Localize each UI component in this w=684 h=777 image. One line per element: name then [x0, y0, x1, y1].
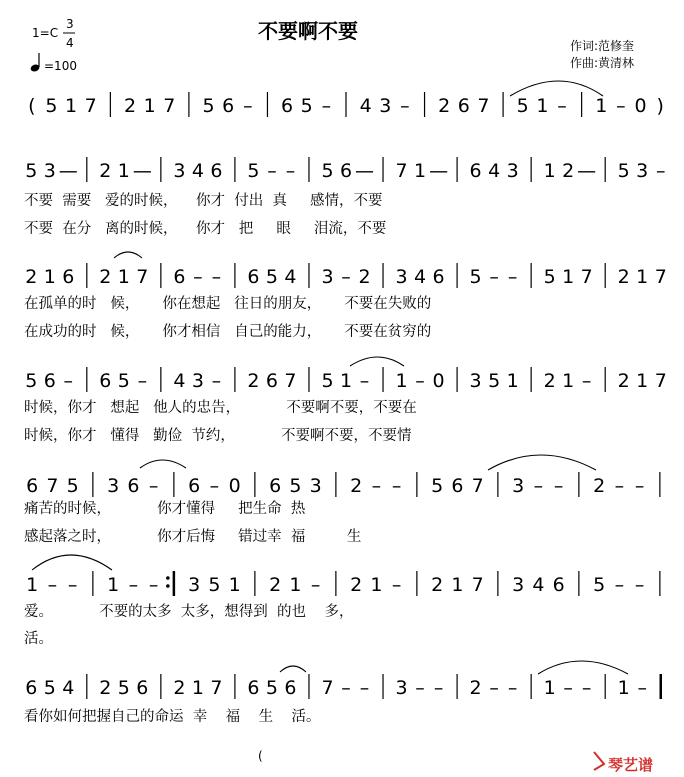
note: 1: [595, 95, 608, 117]
note-symbol: –: [148, 475, 159, 497]
note: 2: [350, 475, 363, 497]
note: 5: [117, 370, 130, 392]
note: 1: [414, 160, 427, 182]
note: 2: [562, 160, 575, 182]
tie-mark: [510, 81, 603, 96]
note: 4: [191, 160, 204, 182]
lyric-line-6b: 活。: [24, 631, 53, 647]
note-symbol: –: [341, 266, 351, 288]
note-symbol: –: [391, 475, 402, 497]
note: 1: [339, 370, 353, 392]
note: 1: [228, 574, 241, 596]
note-symbol: –: [137, 370, 148, 392]
note: 5: [300, 95, 313, 117]
music-line-2: [25, 157, 665, 182]
note: 6: [269, 475, 282, 497]
note-symbol: –: [415, 677, 425, 699]
note: 5: [431, 475, 444, 497]
note: 2: [469, 677, 482, 699]
note: 3: [188, 574, 201, 596]
note: 1: [506, 370, 519, 392]
note: 5: [516, 95, 529, 117]
note: 1: [617, 677, 630, 699]
note-symbol: –: [637, 677, 647, 699]
note: 1: [107, 574, 120, 596]
note: 6: [127, 475, 140, 497]
note: 7: [580, 266, 593, 288]
note: 3: [379, 95, 392, 117]
note: 7: [321, 677, 334, 699]
note-symbol: –: [47, 574, 58, 596]
note: 5: [617, 160, 630, 182]
note: 1: [191, 677, 204, 699]
note: 2: [350, 574, 363, 596]
note-symbol: –: [67, 574, 78, 596]
note: 6: [339, 160, 353, 182]
note: 2: [617, 370, 630, 392]
lyric-line-5b: 感起落之时， 你才后悔 错过幸 福 生: [24, 529, 362, 545]
note: 1: [117, 160, 130, 182]
lyric-line-4a: 时候，你才 想起 他人的忠告， 不要啊不要，不要在: [24, 400, 417, 416]
note-symbol: –: [507, 677, 518, 699]
note: 6: [26, 475, 39, 497]
note: 2: [431, 574, 444, 596]
note-symbol: –: [415, 370, 425, 392]
note: 6: [99, 370, 112, 392]
note-symbol: –: [359, 370, 370, 392]
note-symbol: –: [211, 266, 222, 288]
note-symbol: (: [28, 95, 36, 117]
note-symbol: –: [148, 574, 159, 596]
note-symbol: –: [489, 677, 499, 699]
note-symbol: –: [310, 574, 321, 596]
note-symbol: –: [400, 95, 410, 117]
note-symbol: –: [507, 266, 518, 288]
music-line-6: [26, 571, 660, 596]
note: 7: [136, 266, 149, 288]
note: 2: [99, 266, 112, 288]
lyric-line-5a: 痛苦的时候， 你才懂得 把生命 热: [24, 501, 306, 517]
note-symbol: —: [577, 160, 597, 182]
music-line-1: [28, 92, 664, 117]
note: 7: [654, 266, 667, 288]
note: 5: [202, 95, 215, 117]
note: 2: [173, 677, 186, 699]
note: 6: [284, 677, 297, 699]
note: 2: [99, 677, 112, 699]
note-symbol: –: [489, 266, 499, 288]
note: 3: [309, 475, 322, 497]
tempo-marking: =100: [44, 59, 77, 73]
note: 1: [543, 677, 556, 699]
note-symbol: –: [634, 475, 645, 497]
music-line-7: [25, 674, 661, 699]
note-symbol: –: [211, 370, 222, 392]
note: 3: [506, 160, 519, 182]
tie-mark: [280, 666, 306, 672]
tie-mark: [488, 455, 596, 470]
note: 1: [636, 266, 649, 288]
note: 5: [66, 475, 79, 497]
note-symbol: –: [341, 677, 351, 699]
note: 0: [634, 95, 647, 117]
note: 7: [471, 475, 484, 497]
note: 2: [247, 370, 260, 392]
note: 6: [247, 266, 260, 288]
note: 2: [25, 266, 38, 288]
note: 6: [451, 475, 464, 497]
note: 1: [43, 266, 56, 288]
tie-mark: [538, 661, 628, 674]
note: 1: [636, 370, 649, 392]
note: 1: [117, 266, 130, 288]
note-symbol: –: [614, 475, 625, 497]
note-symbol: –: [557, 95, 567, 117]
note-symbol: –: [359, 677, 370, 699]
note: 5: [25, 160, 38, 182]
note: 4: [414, 266, 427, 288]
note-symbol: –: [193, 266, 203, 288]
note: 5: [208, 574, 221, 596]
note: 2: [617, 266, 630, 288]
note: 1: [562, 266, 575, 288]
note: 4: [284, 266, 297, 288]
note-symbol: —: [58, 160, 78, 182]
composer-credit: 作曲:黄清林: [570, 56, 635, 70]
note: 4: [62, 677, 75, 699]
lyric-line-7a: 看你如何把握自己的命运 幸 福 生 活。: [24, 709, 321, 725]
note-symbol: –: [285, 160, 296, 182]
note: 6: [188, 475, 201, 497]
note: 5: [488, 370, 501, 392]
note: 0: [432, 370, 445, 392]
note: 5: [25, 370, 38, 392]
note: 6: [222, 95, 235, 117]
note-symbol: —: [429, 160, 449, 182]
note: 1: [451, 574, 464, 596]
note-symbol: –: [563, 677, 573, 699]
time-signature-numerator: 3: [66, 17, 74, 31]
note: 0: [228, 475, 241, 497]
note: 6: [173, 266, 186, 288]
lyricist-credit: 作词:范修奎: [570, 39, 635, 53]
note: 5: [43, 677, 56, 699]
note: 6: [265, 370, 278, 392]
tie-mark: [32, 555, 112, 570]
note: 5: [289, 475, 302, 497]
time-signature-denominator: 4: [66, 36, 74, 50]
note-symbol: –: [533, 475, 544, 497]
note: 2: [543, 370, 556, 392]
note-symbol: –: [581, 370, 592, 392]
note: 6: [43, 370, 56, 392]
note: 1: [143, 95, 156, 117]
note-symbol: –: [243, 95, 253, 117]
note: 6: [62, 266, 75, 288]
note-symbol: –: [391, 574, 402, 596]
note-symbol: –: [614, 574, 625, 596]
song-title: 不要啊不要: [258, 19, 358, 43]
note: 3: [395, 266, 408, 288]
note-symbol: –: [433, 677, 444, 699]
note-symbol: –: [581, 677, 592, 699]
note: 7: [654, 370, 667, 392]
note: 3: [321, 266, 334, 288]
note: 1: [543, 160, 556, 182]
lyric-line-6a: 爱。 不要的太多 太多，想得到 的也 多，: [24, 604, 354, 620]
tie-mark: [350, 357, 404, 366]
note: 4: [173, 370, 186, 392]
note-symbol: –: [634, 574, 645, 596]
note-symbol: –: [267, 160, 277, 182]
tie-mark: [114, 252, 142, 258]
lyric-line-2a: 不要 需要 爱的时候， 你才 付出 真 感情，不要: [24, 193, 383, 209]
note: 2: [593, 475, 606, 497]
note: 4: [488, 160, 501, 182]
note: 1: [370, 574, 383, 596]
note-symbol: –: [616, 95, 626, 117]
note: 6: [247, 677, 260, 699]
music-line-4: [25, 367, 667, 392]
lyric-line-3b: 在成功的时 候， 你才相信 自己的能力， 不要在贫穷的: [24, 324, 432, 340]
note: 5: [265, 266, 278, 288]
note-symbol: –: [553, 475, 564, 497]
note: 2: [358, 266, 371, 288]
note: 3: [191, 370, 204, 392]
note: 1: [65, 95, 78, 117]
note: 6: [469, 160, 482, 182]
note: 6: [457, 95, 470, 117]
note: 7: [477, 95, 490, 117]
note: 3: [512, 574, 525, 596]
note: 5: [321, 160, 334, 182]
key-signature: 1=C: [32, 26, 59, 40]
note-symbol: –: [128, 574, 139, 596]
note: 1: [289, 574, 302, 596]
note-symbol: –: [371, 475, 382, 497]
note: 7: [471, 574, 484, 596]
note: 1: [536, 95, 549, 117]
note: 3: [43, 160, 56, 182]
note: 1: [26, 574, 39, 596]
note: 3: [469, 370, 482, 392]
lyric-line-2b: 不要 在分 离的时候， 你才 把 眼 泪流，不要: [24, 221, 387, 237]
note: 6: [25, 677, 38, 699]
note: 2: [269, 574, 282, 596]
note: 5: [45, 95, 58, 117]
lyric-line-3a: 在孤单的时 候， 你在想起 往日的朋友， 不要在失败的: [24, 296, 432, 312]
note: 5: [543, 266, 556, 288]
note: 6: [210, 160, 223, 182]
music-line-5: [26, 472, 660, 497]
note: 3: [173, 160, 186, 182]
note: 2: [123, 95, 137, 117]
note: 5: [321, 370, 334, 392]
music-line-3: [25, 263, 667, 288]
note: 1: [562, 370, 575, 392]
note: 3: [395, 677, 408, 699]
note: 7: [46, 475, 59, 497]
tie-mark: [140, 460, 186, 468]
note-symbol: —: [132, 160, 152, 182]
repeat-dot: [166, 584, 170, 588]
note: 5: [247, 160, 260, 182]
note: 7: [210, 677, 223, 699]
logo-watermark: [594, 752, 653, 774]
note: 3: [636, 160, 649, 182]
note-symbol: –: [321, 95, 332, 117]
note: 2: [438, 95, 451, 117]
note-symbol: –: [63, 370, 74, 392]
note: 4: [359, 95, 372, 117]
note: 2: [99, 160, 112, 182]
stray-mark: (: [258, 749, 263, 763]
lyric-line-4b: 时候，你才 懂得 勤俭 节约， 不要啊不要，不要情: [24, 428, 412, 444]
svg-text:琴艺谱: 琴艺谱: [608, 756, 654, 774]
note: 5: [117, 677, 130, 699]
note: 7: [395, 160, 408, 182]
note: 6: [552, 574, 565, 596]
note: 3: [512, 475, 525, 497]
note: 5: [265, 677, 278, 699]
note-symbol: ): [656, 95, 664, 117]
note: 7: [84, 95, 97, 117]
repeat-dot: [166, 576, 170, 580]
note: 7: [163, 95, 176, 117]
note: 5: [593, 574, 606, 596]
note: 3: [107, 475, 120, 497]
note: 5: [469, 266, 482, 288]
note: 1: [395, 370, 408, 392]
note-symbol: –: [655, 160, 666, 182]
quarter-note-icon: [30, 53, 41, 73]
note: 6: [432, 266, 445, 288]
note-symbol: –: [209, 475, 220, 497]
note: 6: [136, 677, 149, 699]
note-symbol: —: [355, 160, 375, 182]
note: 7: [284, 370, 297, 392]
note: 6: [281, 95, 294, 117]
note: 4: [532, 574, 545, 596]
